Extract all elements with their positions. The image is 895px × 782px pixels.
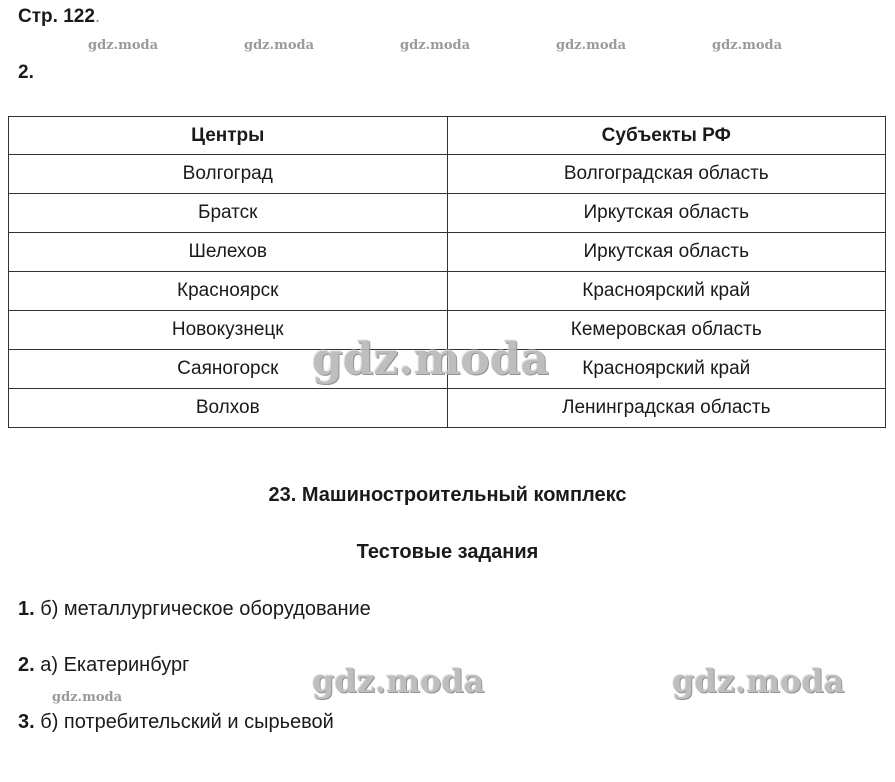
table-row: [9, 233, 886, 272]
cell-center: Волгоград: [9, 155, 448, 194]
answer-text: б) металлургическое оборудование: [40, 598, 371, 620]
watermark-small-1: gdz.moda: [88, 38, 159, 53]
column-header-centers: Центры: [9, 117, 448, 155]
cell-subject: Иркутская область: [447, 194, 886, 233]
cell-subject: Кемеровская область: [447, 311, 886, 350]
watermark-small-2: gdz.moda: [244, 38, 315, 53]
answer-text: а) Екатеринбург: [40, 654, 190, 676]
cell-subject: Волгоградская область: [447, 155, 886, 194]
table-row: [9, 155, 886, 194]
cell-subject: Красноярский край: [447, 272, 886, 311]
watermark-small-3: gdz.moda: [400, 38, 471, 53]
answer-item-2: [18, 654, 189, 677]
watermark-small-6: gdz.moda: [52, 690, 123, 705]
watermark-small-5: gdz.moda: [712, 38, 783, 53]
watermark-large-table: gdz.moda: [312, 334, 550, 385]
cell-center: Красноярск: [9, 272, 448, 311]
cell-subject: Ленинградская область: [447, 389, 886, 428]
cell-subject: Иркутская область: [447, 233, 886, 272]
table-row: [9, 272, 886, 311]
cell-subject: Красноярский край: [447, 350, 886, 389]
answer-item-3: [18, 711, 334, 734]
answer-number: 2.: [18, 654, 35, 676]
table-header-row: [9, 117, 886, 155]
watermark-large-2: gdz.moda: [312, 662, 485, 700]
page-label-dot: .: [94, 6, 101, 27]
page-label: [18, 6, 100, 28]
answer-number: 1.: [18, 598, 35, 620]
table-row: [9, 194, 886, 233]
table-row: [9, 389, 886, 428]
cell-center: Шелехов: [9, 233, 448, 272]
cell-center: Саяногорск: [9, 350, 448, 389]
watermark-small-4: gdz.moda: [556, 38, 627, 53]
answer-item-1: [18, 598, 371, 621]
cell-center: Волхов: [9, 389, 448, 428]
answer-text: б) потребительский и сырьевой: [40, 711, 334, 733]
watermark-large-3: gdz.moda: [672, 662, 845, 700]
column-header-subjects: Субъекты РФ: [447, 117, 886, 155]
cell-center: Новокузнецк: [9, 311, 448, 350]
answer-number: 3.: [18, 711, 35, 733]
cell-center: Братск: [9, 194, 448, 233]
section-title: 23. Машиностроительный комплекс: [268, 484, 627, 506]
subsection-title: Тестовые задания: [356, 541, 539, 563]
task-number: 2.: [18, 62, 34, 83]
page-label-text: Стр. 122: [18, 6, 95, 27]
